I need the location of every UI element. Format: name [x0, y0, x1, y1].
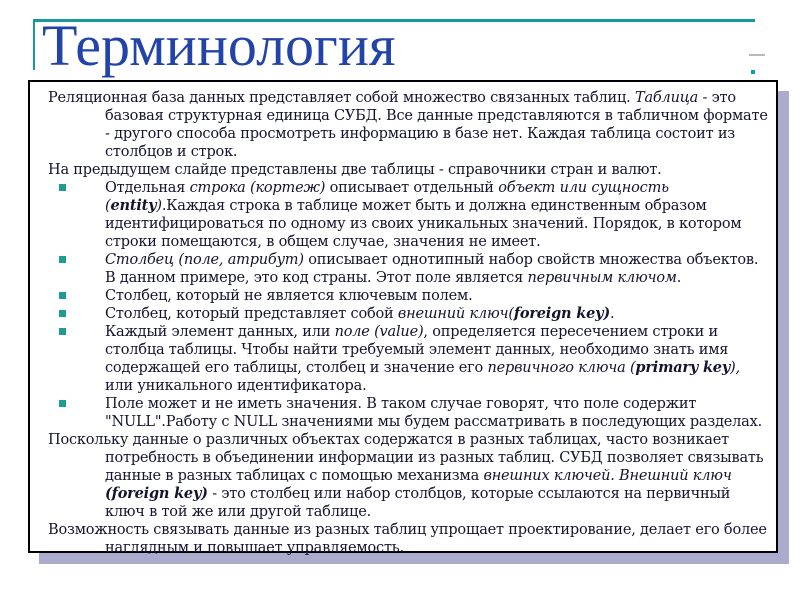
- paragraph: [30, 521, 770, 557]
- text-run: - это базовая структурная единица СУБД. Все данные представляются в табличном формате - другого способа просмотреть информацию в базе нет. Каждая таблица состоит из столбцов и строк.: [105, 90, 768, 160]
- text-run: описывает однотипный набор свойств множества объектов. В данном примере, это код страны. Этот поле является: [105, 252, 759, 286]
- text-run: Поскольку данные о различных объектах содержатся в разных таблицах, часто возникает потребность в объединении информации из разных таблиц. СУБД позволяет связывать данные в разных таблицах с помощью механизма: [48, 432, 764, 484]
- text-run: описывает отдельный: [325, 180, 499, 196]
- text-run: поле (value): [334, 324, 424, 340]
- text-run: Отдельная: [105, 180, 190, 196]
- text-run: Таблица: [634, 90, 699, 106]
- bullet-square-icon: [59, 292, 66, 299]
- bullet-paragraph: [30, 395, 770, 431]
- text-run: внешний ключ(: [397, 306, 514, 322]
- text-run: объект или сущность (: [105, 180, 669, 214]
- slide-title: Терминология: [42, 13, 396, 78]
- slide-body-text: [30, 82, 776, 556]
- bullet-square-icon: [59, 256, 66, 263]
- text-run: foreign key): [513, 305, 610, 322]
- text-run: .: [609, 306, 615, 322]
- text-run: или уникального идентификатора.: [105, 378, 367, 394]
- bullet-square-icon: [59, 184, 66, 191]
- paragraph: [30, 89, 770, 161]
- text-run: ): [156, 198, 162, 214]
- text-run: primary key: [635, 359, 731, 376]
- title-accent-left-line: [33, 19, 35, 70]
- text-run: .: [676, 270, 682, 286]
- bullet-paragraph: [30, 251, 770, 287]
- text-run: первичным ключом: [527, 270, 677, 286]
- title-dash-decoration: [749, 54, 765, 56]
- bullet-square-icon: [59, 328, 66, 335]
- paragraph: [30, 431, 770, 521]
- bullet-paragraph: [30, 305, 770, 323]
- text-run: ),: [730, 360, 740, 376]
- body-textbox: [28, 80, 778, 556]
- text-run: entity: [110, 197, 157, 214]
- text-run: - это столбец или набор столбцов, которые ссылаются на первичный ключ в той же или другой таблице.: [105, 486, 731, 520]
- bullet-paragraph: [30, 287, 770, 305]
- bullet-square-icon: [59, 310, 66, 317]
- bullet-paragraph: [30, 179, 770, 251]
- text-run: Столбец, который не является ключевым полем.: [105, 288, 473, 304]
- text-run: .Каждая строка в таблице может быть и должна единственным образом идентифицироваться по одному из своих уникальных значений. Порядок, в котором строки помещаются, в общем случае, значения не имеет.: [105, 198, 742, 250]
- text-run: Каждый элемент данных, или: [105, 324, 335, 340]
- text-run: Возможность связывать данные из разных таблиц упрощает проектирование, делает его более наглядным и повышает управляемость.: [48, 522, 767, 556]
- text-run: На предыдущем слайде представлены две таблицы - справочники стран и валют.: [48, 162, 662, 178]
- text-run: строка (кортеж): [189, 180, 326, 196]
- text-run: , определяется пересечением строки и столбца таблицы. Чтобы найти требуемый элемент данных, необходимо знать имя содержащей его таблицы, столбец и значение его: [105, 324, 729, 376]
- paragraph: [30, 161, 770, 179]
- text-run: Поле может и не иметь значения. В таком случае говорят, что поле содержит "NULL".Работу с NULL значениями мы будем рассматривать в последующих разделах.: [105, 396, 763, 430]
- title-dot-decoration: [751, 70, 755, 74]
- bullet-paragraph: [30, 323, 770, 395]
- text-run: Реляционная база данных представляет собой множество связанных таблиц.: [48, 90, 635, 106]
- text-run: (foreign key): [105, 485, 208, 502]
- bullet-square-icon: [59, 400, 66, 407]
- text-run: Столбец (поле, атрибут): [105, 252, 304, 268]
- text-run: Столбец, который представляет собой: [105, 306, 398, 322]
- text-run: внешних ключей. Внешний ключ: [483, 468, 732, 484]
- text-run: первичного ключа (: [487, 360, 636, 376]
